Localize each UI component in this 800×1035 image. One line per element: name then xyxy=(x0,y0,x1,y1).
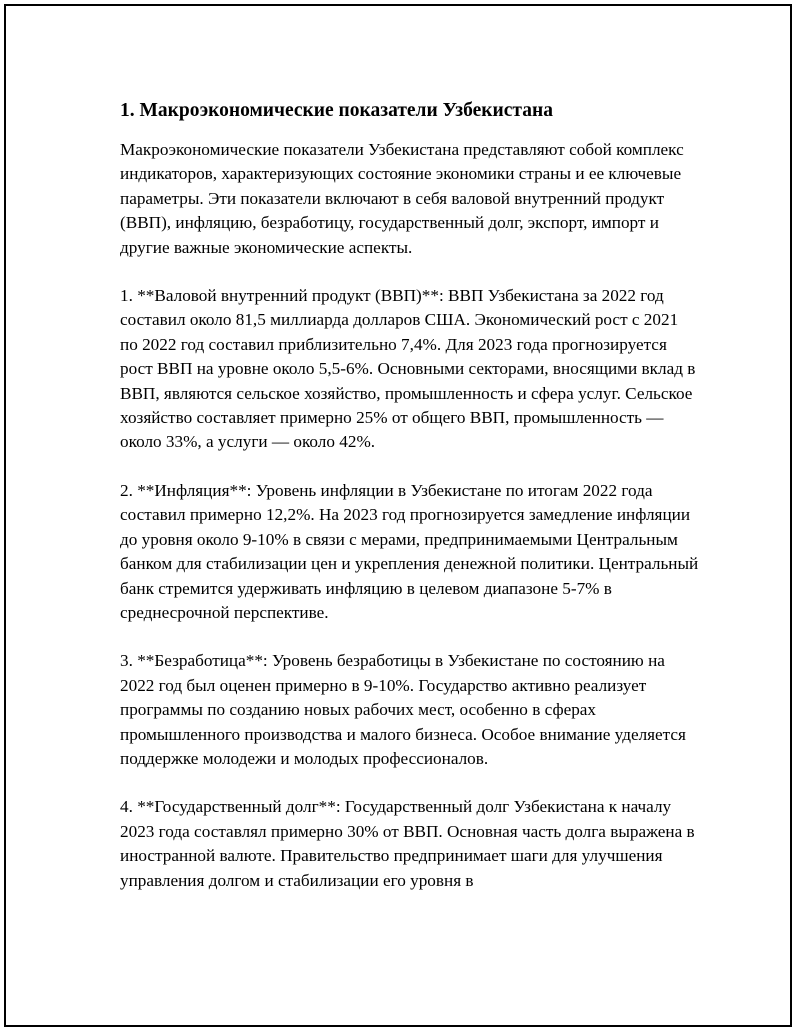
document-page xyxy=(4,4,792,1027)
document-body xyxy=(120,98,700,917)
intro-paragraph: Макроэкономические показатели Узбекистана представляют собой комплекс индикаторов, характеризующих состояние экономики страны и ее ключевые параметры. Эти показатели включают в себя валовой внутренний продукт (ВВП), инфляцию, безработицу, государственный долг, экспорт, импорт и другие важные экономические аспекты. xyxy=(120,140,684,257)
public-debt-paragraph: 4. **Государственный долг**: Государственный долг Узбекистана к началу 2023 года составлял примерно 30% от ВВП. Основная часть долга выражена в иностранной валюте. Правительство предпринимает шаги для улучшения управления долгом и стабилизации его уровня в xyxy=(120,797,695,890)
unemployment-paragraph: 3. **Безработица**: Уровень безработицы в Узбекистане по состоянию на 2022 год был оценен примерно в 9-10%. Государство активно реализует программы по созданию новых рабочих мест, особенно в сферах промышленного производства и малого бизнеса. Особое внимание уделяется поддержке молодежи и молодых профессионалов. xyxy=(120,651,686,768)
gdp-paragraph: 1. **Валовой внутренний продукт (ВВП)**: ВВП Узбекистана за 2022 год составил около 81,5 миллиарда долларов США. Экономический рост с 2021 по 2022 год составил приблизительно 7,4%. Для 2023 года прогнозируется рост ВВП на уровне около 5,5-6%. Основными секторами, вносящими вклад в ВВП, являются сельское хозяйство, промышленность и сфера услуг. Сельское хозяйство составляет примерно 25% от общего ВВП, промышленность — около 33%, а услуги — около 42%. xyxy=(120,286,696,452)
inflation-paragraph: 2. **Инфляция**: Уровень инфляции в Узбекистане по итогам 2022 года составил примерно 12,2%. На 2023 год прогнозируется замедление инфляции до уровня около 9-10% в связи с мерами, предпринимаемыми Центральным банком для стабилизации цен и укрепления денежной политики. Центральный банк стремится удерживать инфляцию в целевом диапазоне 5-7% в среднесрочной перспективе. xyxy=(120,480,699,622)
section-heading: 1. Макроэкономические показатели Узбекистана xyxy=(120,100,553,121)
